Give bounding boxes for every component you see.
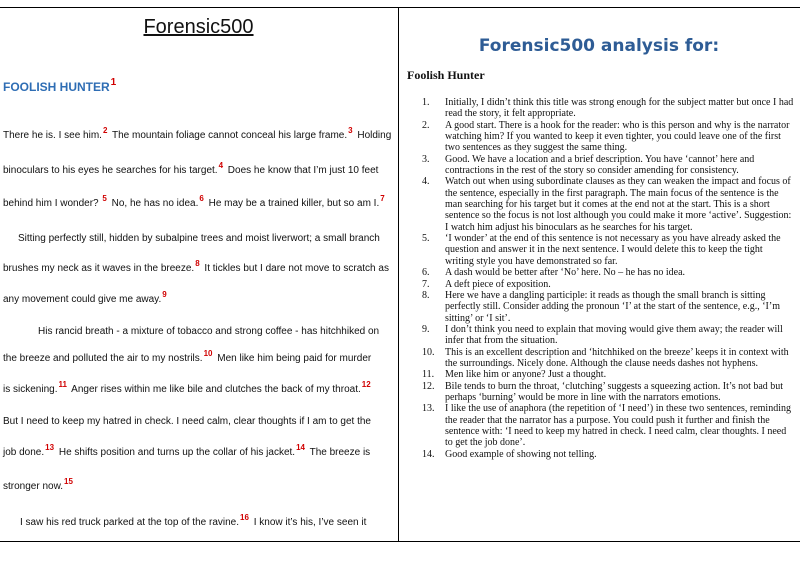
analysis-item-text: Bile tends to burn the throat, ‘clutching’ suggests a squeezing action. It’s not bad but perhaps ‘burning’ would be more in line with the narrators emotions. [445,380,784,403]
analysis-item-text: Good example of showing not telling. [445,448,597,460]
story-text-run: No, he has no idea. [108,198,199,209]
analysis-item-number: 11. [422,369,435,381]
analysis-item-number: 4. [422,176,430,188]
analysis-item-text: ‘I wonder’ at the end of this sentence is not necessary as you have already asked the question and answer it in the next sentence. I would delete this to keep the tight writing style you have demonstrated so far. [445,233,781,267]
note-marker: 1 [110,77,117,88]
story-text-run: is sickening. [3,384,58,395]
story-line [3,380,373,395]
analysis-item-number: 6. [422,267,430,279]
story-line [3,443,371,458]
analysis-item [400,290,798,324]
analysis-item [400,154,798,177]
analysis-item-text: A dash would be better after ‘No’ here. No – he has no idea. [445,267,686,279]
story-page [0,0,397,540]
story-line [3,349,372,364]
story-text-run: There he is. I see him. [3,130,102,141]
story-line [38,326,379,337]
analysis-item-number: 5. [422,233,430,245]
analysis-item-number: 2. [422,119,430,131]
note-marker: 13 [45,443,55,452]
analysis-item-text: Here we have a dangling participle: it reads as though the small branch is sitting perfectly still. Consider adding the pronoun ‘I’ at the start of the sentence, e.g., ‘I’m sitting’ or ‘I sit’. [445,289,780,324]
story-text-run: But I need to keep my hatred in check. I need calm, clear thoughts if I am to get the [3,416,371,427]
note-marker: 15 [64,477,73,486]
note-marker: 2 [102,126,108,135]
analysis-item [400,279,798,290]
analysis-item [400,233,798,267]
story-line [3,477,75,492]
note-marker: 7 [380,194,385,203]
note-marker: 11 [58,380,67,389]
analysis-item-text: Watch out when using subordinate clauses as they can weaken the impact and focus of the sentence, especially in the first paragraph. The main focus of the sentence is the man searching for his target but it comes at the end not at the start. This is a short sentence so the focus is not lost although you could make it more ‘active’. Suggestion: I watch him adjust his binoculars as he searches for his target. [445,176,792,233]
story-text-run: brushes my neck as it waves in the breeze. [3,263,195,274]
analysis-item [400,369,798,380]
analysis-item-text: Initially, I didn’t think this title was strong enough for the subject matter but once I had read the story, it felt appropriate. [445,97,794,120]
story-text-run: Does he know that I’m just 10 feet [225,165,379,176]
analysis-title: Forensic500 analysis for: [478,36,720,56]
analysis-item [400,347,798,370]
analysis-item-text: A deft piece of exposition. [445,278,551,290]
analysis-item-number: 9. [422,323,430,335]
story-text-run: stronger now. [3,481,64,492]
story-text-run: binoculars to his eyes he searches for his target. [3,165,218,176]
note-marker: 16 [240,513,249,522]
analysis-item-text: Men like him or anyone? Just a thought. [445,369,607,381]
story-text-run: The mountain foliage cannot conceal his large frame. [109,130,348,141]
story-text-run: Men like him being paid for murder [214,353,372,364]
story-text-run: It tickles but I dare not move to scratch as [201,263,389,274]
analysis-item-text: A good start. There is a hook for the reader: who is this person and why is the narrator watching him? If you wanted to keep it even tighter, you could leave one of the first two sentences as they suggest the same thing. [445,119,790,154]
story-text-run: behind him I wonder? [3,198,102,209]
story-line [18,233,380,244]
story-text-run: Holding [354,130,392,141]
story-text-run: any movement could give me away. [3,294,162,305]
analysis-item-number: 14. [422,448,435,460]
story-line [20,513,367,528]
analysis-item-text: Good. We have a location and a brief description. You have ‘cannot’ here and contractions in the rest of the story so consider amending for consistency. [445,153,755,177]
analysis-subtitle: Foolish Hunter [407,68,485,82]
story-line [3,416,371,427]
story-text-run: His rancid breath - a mixture of tobacco and strong coffee - has hitchhiked on [38,326,380,337]
note-marker: 3 [348,126,353,135]
note-marker: 9 [162,290,167,299]
note-marker: 10 [203,349,213,358]
story-text-run: The breeze is [306,447,371,458]
analysis-item [400,449,798,460]
analysis-item [400,97,798,120]
story-line [3,126,392,141]
analysis-list [400,97,798,460]
story-line [3,259,389,274]
note-marker: 4 [218,161,224,170]
story-text-run: I know it’s his, I’ve seen it [250,517,367,528]
analysis-item-number: 1. [422,97,430,108]
analysis-item-number: 10. [422,346,435,358]
story-text-run: the breeze and polluted the air to my nostrils. [3,353,203,364]
analysis-page [400,0,798,540]
analysis-item-number: 13. [422,403,435,415]
analysis-item [400,176,798,233]
analysis-item-text: This is an excellent description and ‘hitchhiked on the breeze’ keeps it in context with the surroundings. Nicely done. Although the clause needs dashes not hyphens. [445,346,789,369]
story-line [3,161,379,176]
page-divider [398,7,399,542]
bottom-border [0,541,800,542]
story-text-run: He shifts position and turns up the collar of his jacket. [56,447,296,458]
story-text-run: Anger rises within me like bile and clutches the back of my throat. [68,384,361,395]
note-marker: 6 [199,194,204,203]
story-title [3,77,118,94]
story-text-run: He may be a trained killer, but so am I. [205,198,380,209]
note-marker: 12 [361,380,371,389]
analysis-item [400,120,798,154]
story-text-run: job done. [3,447,45,458]
analysis-item [400,403,798,448]
analysis-item [400,324,798,347]
story-line [3,290,169,305]
story-line [3,194,387,209]
note-marker: 8 [195,259,200,268]
analysis-item [400,381,798,404]
analysis-item-number: 3. [422,153,430,165]
story-text-run: Sitting perfectly still, hidden by subalpine trees and moist liverwort; a small branch [18,233,380,244]
analysis-item-text: I like the use of anaphora (the repetition of ‘I need’) in these two sentences, reminding the reader that the narrator has a purpose. You could push it further and finish the sentence with: ‘I need to keep my hatred in check. I need calm, clear thoughts. I need to get the job done’. [445,403,791,449]
analysis-item [400,267,798,278]
analysis-item-text: I don’t think you need to explain that moving would give them away; the reader will infer that from the situation. [445,323,783,347]
note-marker: 14 [296,443,305,452]
note-marker: 5 [102,194,107,203]
story-title-text: FOOLISH HUNTER [3,80,110,94]
analysis-item-number: 12. [422,380,435,392]
analysis-item-number: 7. [422,278,430,290]
analysis-item-number: 8. [422,289,430,301]
story-page-title: Forensic500 [143,16,254,38]
story-text-run: I saw his red truck parked at the top of the ravine. [20,517,240,528]
